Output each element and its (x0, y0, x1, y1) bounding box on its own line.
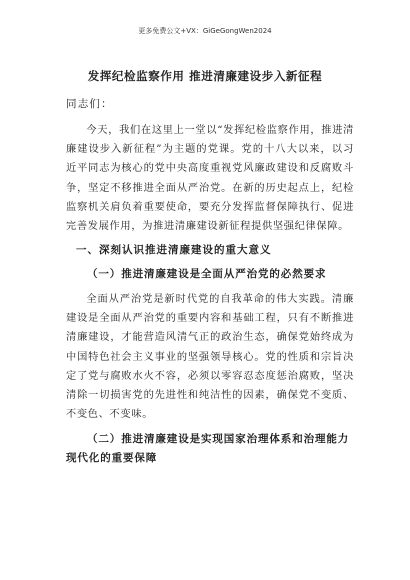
section-heading: 一、深刻认识推进清廉建设的重大意义 (76, 244, 272, 256)
greeting: 同志们： (66, 98, 113, 110)
intro-paragraph: 今天，我们在这里上一堂以“发挥纪检监察作用，推进清廉建设步入新征程”为主题的党课。党的十八大以来，以习近平同志为核心的党中央高度重视党风廉政建设和反腐败斗争，坚定不移推进全面从严治党。在新的历史起点上，纪检监察机关肩负着重要使命，要充分发挥监督保障执行、促进完善发展作用，为推进清廉建设新征程提供坚强纪律保障。 (66, 125, 354, 233)
subsection-heading: （一）推进清廉建设是全面从严治党的必然要求 (87, 268, 327, 280)
subsection-heading-2: （二）推进清廉建设是实现国家治理体系和治理能力现代化的重要保障 (66, 433, 350, 464)
header-note: 更多免费公文+VX：GiGeGongWen2024 (138, 27, 272, 35)
document-title: 发挥纪检监察作用 推进清廉建设步入新征程 (87, 69, 323, 83)
subsection-body: 全面从严治党是新时代党的自我革命的伟大实践。清廉建设是全面从严治党的重要内容和基础工程，只有不断推进清廉建设，才能营造风清气正的政治生态，确保党始终成为中国特色社会主义事业的坚强领导核心。党的性质和宗旨决定了党与腐败水火不容，必须以零容忍态度惩治腐败，坚决清除一切损害党的先进性和纯洁性的因素，确保党不变质、不变色、不变味。 (66, 294, 354, 421)
